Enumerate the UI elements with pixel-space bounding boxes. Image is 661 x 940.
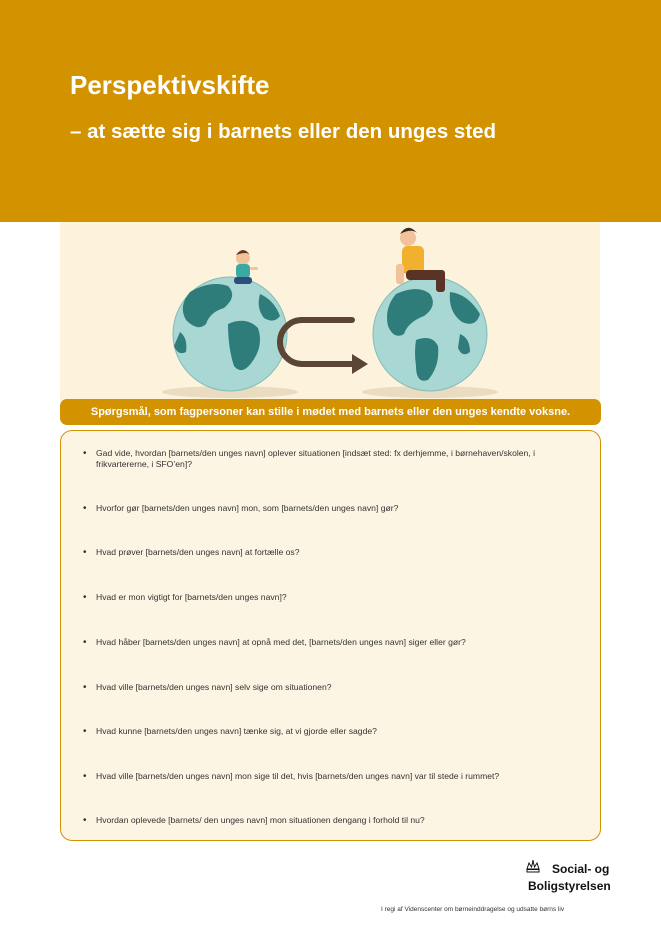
list-item: • Hvordan oplevede [barnets/ den unges navn] mon situationen dengang i forhold til nu? [81,815,561,826]
list-item: • Hvad ville [barnets/den unges navn] mon sige til det, hvis [barnets/den unges navn] var til stede i rummet? [81,771,561,782]
perspective-illustration [60,222,600,402]
page-subtitle: – at sætte sig i barnets eller den unges sted [70,120,497,143]
logo-text-line1: Social- og [552,862,610,876]
globe-icon [173,277,287,391]
page-title: Perspektivskifte [70,70,270,100]
crown-icon [526,860,540,876]
footer-note: I regi af Videnscenter om børneinddragelse og udsatte børns liv [381,906,565,913]
child-figure-icon [234,250,258,284]
questions-box [60,430,601,841]
agency-logo [526,858,611,898]
questions-heading: Spørgsmål, som fagpersoner kan stille i mødet med barnets eller den unges kendte voksne. [60,399,601,425]
globe-icon [373,277,487,391]
list-item: • Hvorfor gør [barnets/den unges navn] mon, som [barnets/den unges navn] gør? [81,503,561,514]
arrow-u-turn-icon [280,320,368,374]
list-item: • Hvad er mon vigtigt for [barnets/den unges navn]? [81,592,561,603]
list-item: • Hvad prøver [barnets/den unges navn] at fortælle os? [81,547,561,558]
list-item: • Hvad ville [barnets/den unges navn] selv sige om situationen? [81,682,561,693]
list-item: • Hvad håber [barnets/den unges navn] at opnå med det, [barnets/den unges navn] siger eller gør? [81,637,561,648]
header-banner [0,0,661,222]
logo-text-line2: Boligstyrelsen [528,879,611,893]
list-item: • Gad vide, hvordan [barnets/den unges navn] oplever situationen [indsæt sted: fx derhjemme, i børnehaven/skolen, i frikvartererne, i SFO’en]? [81,448,561,470]
list-item: • Hvad kunne [barnets/den unges navn] tænke sig, at vi gjorde eller sagde? [81,726,561,737]
